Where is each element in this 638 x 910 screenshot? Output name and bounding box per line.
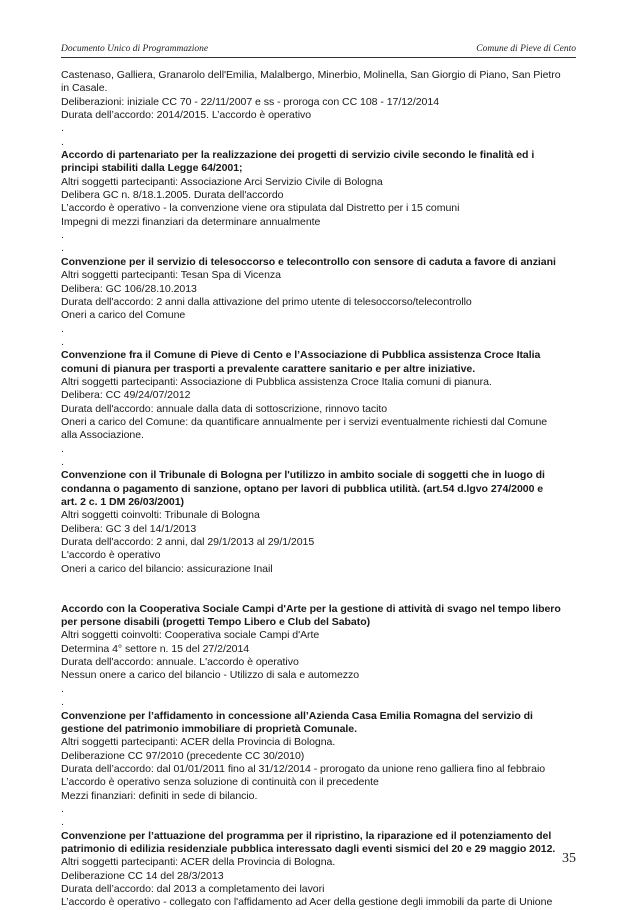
separator-dot: . (61, 242, 64, 255)
page-number: 35 (562, 851, 576, 866)
separator-dot: . (61, 322, 64, 335)
section-heading-line: gestione del patrimonio immobiliare di proprietà Comunale. (61, 722, 357, 735)
section-heading-line: comuni di pianura per trasporti a prevalente carattere sanitario e per altre iniziative. (61, 362, 476, 375)
separator-dot: . (61, 682, 64, 695)
body-line: Deliberazioni: iniziale CC 70 - 22/11/2007 e ss - proroga con CC 108 - 17/12/2014 (61, 95, 440, 108)
separator-dot: . (61, 816, 64, 829)
body-line: Deliberazione CC 14 del 28/3/2013 (61, 869, 224, 882)
agreement-section (61, 69, 576, 149)
agreement-section (61, 830, 576, 910)
section-heading-line: condanna o pagamento di sanzione, optano per lavori di pubblica utilità. (art.54 d.lgvo 274/2000 e (61, 482, 544, 495)
body-line: Durata dell'accordo: 2 anni dalla attivazione del primo utente di telesoccorso/telecontrollo (61, 295, 472, 308)
section-heading-line: principi stabiliti dalla Legge 64/2001; (61, 162, 243, 175)
body-line: Durata dell'accordo: 2 anni, dal 29/1/2013 al 29/1/2015 (61, 536, 315, 549)
section-heading-line: Convenzione fra il Comune di Pieve di Cento e l’Associazione di Pubblica assistenza Croce Italia (61, 349, 541, 362)
body-line: Durata dell’accordo: 2014/2015. L’accordo è operativo (61, 109, 312, 122)
separator-dot: . (61, 335, 64, 348)
body-line: Oneri a carico del Comune: da quantificare annualmente per i servizi eventualmente richiesti dal Comune (61, 415, 548, 428)
body-line: Oneri a carico del bilancio: assicurazione Inail (61, 562, 273, 575)
body-line: Deliberazione CC 97/2010 (precedente CC 30/2010) (61, 749, 305, 762)
separator-dot: . (61, 135, 64, 148)
agreement-section (61, 149, 576, 256)
body-line: Altri soggetti partecipanti: Associazione di Pubblica assistenza Croce Italia comuni di pianura. (61, 375, 492, 388)
separator-dot: . (61, 122, 64, 135)
body-line: Oneri a carico del Comune (61, 309, 186, 322)
section-heading-line: Accordo di partenariato per la realizzazione dei progetti di servizio civile secondo le finalità ed i (61, 149, 535, 162)
body-line: Mezzi finanziari: definiti in sede di bilancio. (61, 789, 258, 802)
body-line: Durata dell'accordo: annuale. L'accordo è operativo (61, 656, 299, 669)
body-line: Altri soggetti coinvolti: Tribunale di Bologna (61, 509, 260, 522)
agreement-section (61, 710, 576, 830)
document-title: Documento Unico di Programmazione (61, 44, 209, 54)
body-line: L'accordo è operativo (61, 549, 161, 562)
body-line: Altri soggetti partecipanti: Associazione Arci Servizio Civile di Bologna (61, 175, 383, 188)
agreement-section (61, 469, 576, 602)
body-line: L’accordo è operativo senza soluzione di continuità con il precedente (61, 776, 379, 789)
section-heading-line: Convenzione per il servizio di telesoccorso e telecontrollo con sensore di caduta a favore di anziani (61, 255, 556, 268)
header-divider (61, 57, 576, 58)
body-line: L’accordo è operativo - la convenzione viene ora stipulata dal Distretto per i 15 comuni (61, 202, 460, 215)
body-line: Altri soggetti partecipanti: Tesan Spa di Vicenza (61, 269, 281, 282)
section-heading-line: patrimonio di edilizia residenziale pubblica interessato dagli eventi sismici del 20 e 29 maggio 2012. (61, 842, 556, 855)
section-heading-line: art. 2 c. 1 DM 26/03/2001) (61, 496, 184, 508)
separator-dot: . (61, 455, 64, 468)
municipality-name: Comune di Pieve di Cento (476, 44, 576, 54)
agreement-section (61, 603, 576, 710)
body-line: L’accordo è operativo - collegato con l'affidamento ad Acer della gestione degli immobili da parte di Unione (61, 896, 553, 909)
body-line: Durata dell’accordo: dal 2013 a completamento dei lavori (61, 882, 325, 895)
agreement-section (61, 349, 576, 469)
section-heading-line: per persone disabili (progetti Tempo Libero e Club del Sabato) (61, 616, 371, 629)
body-line: Delibera: CC 49/24/07/2012 (61, 389, 191, 402)
body-line: Castenaso, Galliera, Granarolo dell'Emilia, Malalbergo, Minerbio, Molinella, San Giorgio di Piano, San Pietro (61, 69, 561, 81)
section-heading-line: Accordo con la Cooperativa Sociale Campi d'Arte per la gestione di attività di svago nel tempo libero (61, 602, 561, 615)
body-line: Altri soggetti coinvolti: Cooperativa sociale Campi d'Arte (61, 629, 320, 642)
body-line: Durata dell'accordo: annuale dalla data di sottoscrizione, rinnovo tacito (61, 402, 388, 415)
body-line: in Casale. (61, 82, 108, 95)
body-line: Durata dell’accordo: dal 01/01/2011 fino al 31/12/2014 - prorogato da unione reno galliera fino al febbraio (61, 762, 546, 775)
body-line: Delibera: GC 106/28.10.2013 (61, 282, 197, 295)
body-line: Altri soggetti partecipanti: ACER della Provincia di Bologna. (61, 856, 336, 869)
separator-dot: . (61, 229, 64, 242)
blank-line (61, 589, 576, 602)
body-line: Nessun onere a carico del bilancio - Utilizzo di sala e automezzo (61, 669, 360, 682)
body-line: Determina 4° settore n. 15 del 27/2/2014 (61, 642, 250, 655)
body-line: Delibera GC n. 8/18.1.2005. Durata dell'accordo (61, 189, 284, 202)
body-line: Altri soggetti partecipanti: ACER della Provincia di Bologna. (61, 736, 336, 749)
section-heading-line: Convenzione per l’affidamento in concessione all’Azienda Casa Emilia Romagna del servizio di (61, 709, 533, 722)
body-line: Impegni di mezzi finanziari da determinare annualmente (61, 215, 321, 228)
separator-dot: . (61, 696, 64, 709)
section-heading-line: Convenzione con il Tribunale di Bologna per l'utilizzo in ambito sociale di soggetti che in luogo di (61, 469, 545, 482)
page-header (61, 44, 576, 58)
separator-dot: . (61, 802, 64, 815)
body-line: alla Associazione. (61, 429, 144, 442)
separator-dot: . (61, 442, 64, 455)
body-line: Delibera: GC 3 del 14/1/2013 (61, 522, 197, 535)
blank-line (61, 576, 576, 589)
document-body (61, 69, 576, 910)
section-heading-line: Convenzione per l’attuazione del programma per il ripristino, la riparazione ed il potenziamento del (61, 829, 552, 842)
agreement-section (61, 256, 576, 349)
